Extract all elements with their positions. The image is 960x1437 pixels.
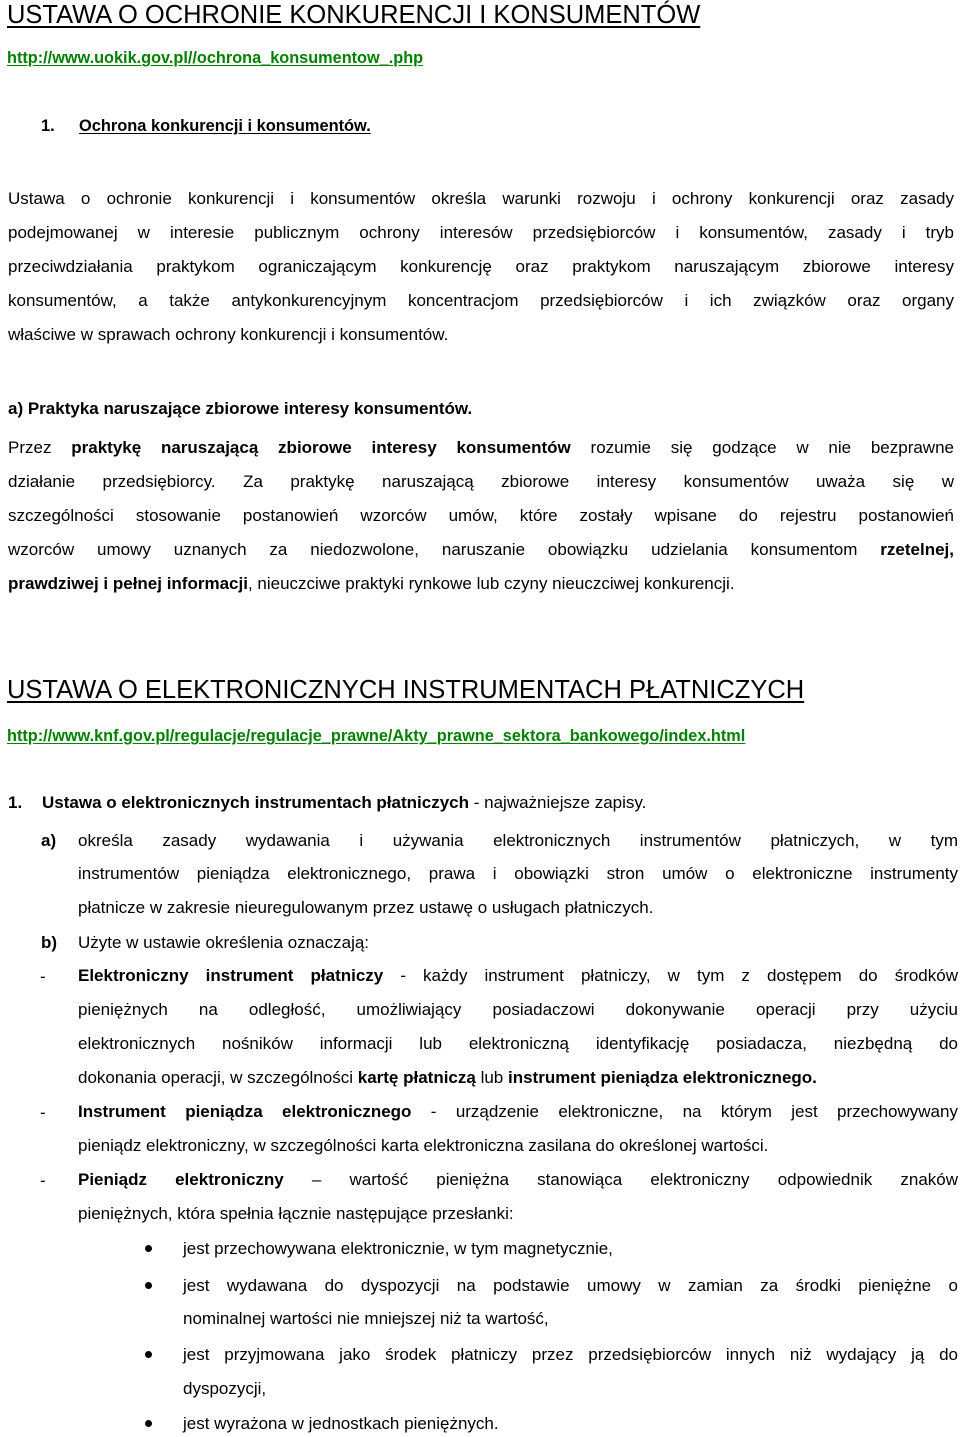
bullet-item: jest wyrażona w jednostkach pieniężnych. [183, 1414, 499, 1433]
doc2-item-a-label: a) [41, 831, 57, 850]
doc2-url-link[interactable]: http://www.knf.gov.pl/regulacje/regulacje_prawne/Akty_prawne_sektora_bankowego/index.html [7, 727, 746, 745]
doc2-item-a-line: płatnicze w zakresie nieuregulowanym przez ustawę o usługach płatniczych. [78, 898, 654, 917]
doc1-subheading-a: a) Praktyka naruszające zbiorowe interesy konsumentów. [8, 399, 473, 418]
doc1-para-line: Przez praktykę naruszającą zbiorowe interesy konsumentów rozumie się godzące w nie bezprawne [8, 438, 954, 457]
bullet-icon [145, 1420, 152, 1427]
definition-dash: - [40, 1103, 46, 1122]
doc1-para-line: szczególności stosowanie postanowień wzorców umów, które zostały wpisane do rejestru postanowień [8, 506, 954, 525]
bullet-item-continuation: nominalnej wartości nie mniejszej niż ta wartość, [183, 1309, 549, 1328]
definition-dash: - [40, 967, 46, 986]
doc1-intro-line: podejmowanej w interesie publicznym ochrony interesów przedsiębiorców i konsumentów, zasady i tryb [8, 223, 954, 242]
doc2-section-number: 1. [8, 793, 23, 812]
bullet-icon [145, 1282, 152, 1289]
doc2-item-a-line: określa zasady wydawania i używania elektronicznych instrumentów płatniczych, w tym [78, 831, 958, 850]
doc2-item-a-line: instrumentów pieniądza elektronicznego, prawa i obowiązki stron umów o elektroniczne instrumenty [78, 864, 958, 883]
doc1-intro-line: przeciwdziałania praktykom ograniczającym konkurencję oraz praktykom naruszającym zbiorowe interesy [8, 257, 954, 276]
doc1-section-label: Ochrona konkurencji i konsumentów. [79, 117, 371, 135]
doc1-section-heading [41, 117, 371, 136]
doc1-url-link[interactable]: http://www.uokik.gov.pl//ochrona_konsumentow_.php [7, 49, 424, 67]
doc2-item-b-label: b) [41, 933, 58, 952]
bullet-item: jest wydawana do dyspozycji na podstawie umowy w zamian za środki pieniężne o [183, 1276, 958, 1295]
doc2-section-heading: 1. Ustawa o elektronicznych instrumentach płatniczych - najważniejsze zapisy. [8, 793, 647, 812]
bullet-icon [145, 1245, 152, 1252]
doc2-item-b-text: Użyte w ustawie określenia oznaczają: [78, 933, 370, 952]
doc1-title: USTAWA O OCHRONIE KONKURENCJI I KONSUMENTÓW [7, 1, 701, 29]
doc1-para-line: prawdziwej i pełnej informacji, nieuczciwe praktyki rynkowe lub czyny nieuczciwej konkurencji. [8, 574, 735, 593]
bullet-icon [145, 1351, 152, 1358]
doc1-section-number: 1. [41, 117, 55, 135]
doc1-intro-line: Ustawa o ochronie konkurencji i konsumentów określa warunki rozwoju i ochrony konkurencji oraz zasady [8, 189, 954, 208]
definition-dash: - [40, 1171, 46, 1190]
doc1-intro-line: właściwe w sprawach ochrony konkurencji i konsumentów. [8, 325, 449, 344]
doc1-para-line: wzorców umowy uznanych za niedozwolone, naruszanie obowiązku udzielania konsumentom rzetelnej, [8, 540, 954, 559]
bullet-item: jest przechowywana elektronicznie, w tym magnetycznie, [183, 1239, 613, 1258]
bullet-item: jest przyjmowana jako środek płatniczy przez przedsiębiorców innych niż wydający ją do [183, 1345, 958, 1364]
doc2-title: USTAWA O ELEKTRONICZNYCH INSTRUMENTACH PŁATNICZYCH [7, 676, 805, 704]
bullet-item-continuation: dyspozycji, [183, 1379, 267, 1398]
doc1-intro-line: konsumentów, a także antykonkurencyjnym koncentracjom przedsiębiorców i ich związków oraz organy [8, 291, 954, 310]
doc1-para-line: działanie przedsiębiorcy. Za praktykę naruszającą zbiorowe interesy konsumentów uważa się w [8, 472, 954, 491]
